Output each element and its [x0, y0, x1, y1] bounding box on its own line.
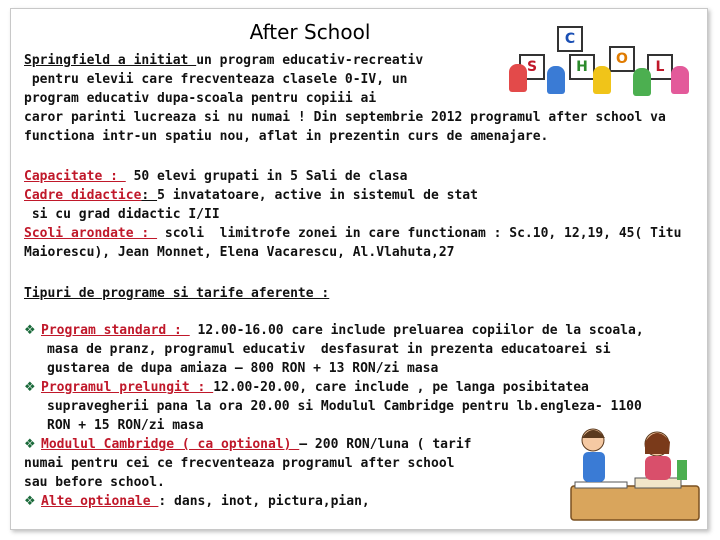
programs-heading: Tipuri de programe si tarife aferente :: [24, 286, 330, 301]
program-extended-line-3: RON + 15 RON/zi masa: [47, 418, 204, 433]
program-extended-line-1: [24, 379, 589, 397]
teacher-illustration: [565, 420, 705, 525]
logo-block-l: L: [647, 54, 673, 80]
intro-subject: Springfield a initiat: [24, 53, 197, 68]
program-optional-line-1: [24, 493, 370, 511]
logo-block-s: S: [519, 54, 545, 80]
kid-figure-icon: [633, 68, 651, 96]
program-extended-line-2: supravegherii pana la ora 20.00 si Modulul Cambridge pentru lb.engleza- 1100: [47, 399, 642, 414]
program-cambridge-label: Modulul Cambridge ( ca optional): [41, 437, 300, 452]
kid-figure-icon: [509, 64, 527, 92]
staff-line-2: si cu grad didactic I/II: [24, 207, 220, 222]
schools-label: Scoli arondate :: [24, 226, 158, 241]
logo-block-o: O: [609, 46, 635, 72]
capacity-line: [24, 168, 408, 186]
school-logo: [505, 14, 695, 94]
schools-line-2: Maiorescu), Jean Monnet, Elena Vacarescu, Al.Vlahuta,27: [24, 245, 455, 260]
program-standard-text: 12.00-16.00 care include preluarea copiilor de la scoala,: [189, 323, 644, 338]
program-standard-line-1: [24, 322, 644, 340]
schools-value: scoli limitrofe zonei in care functionam : Sc.10, 12,19, 45( Titu: [157, 226, 682, 241]
program-standard-line-3: gustarea de dupa amiaza – 800 RON + 13 RON/zi masa: [47, 361, 439, 376]
intro-line-5: functiona intr-un spatiu nou, aflat in prezentin curs de amenajare.: [24, 129, 549, 144]
intro-line-3: program educativ dupa-scoala pentru copiii ai: [24, 91, 377, 106]
program-standard-line-2: masa de pranz, programul educativ desfasurat in prezenta educatoarei si: [47, 342, 611, 357]
bullet-icon: ❖: [24, 323, 36, 338]
intro-line-1: [24, 52, 423, 70]
program-cambridge-line-3: sau before school.: [24, 475, 165, 490]
logo-block-c: C: [557, 26, 583, 52]
kid-figure-icon: [547, 66, 565, 94]
kid-figure-icon: [671, 66, 689, 94]
bullet-icon: ❖: [24, 494, 36, 509]
intro-text: un program educativ-recreativ: [196, 53, 424, 68]
program-cambridge-line-1: [24, 436, 471, 454]
intro-line-4: caror parinti lucreaza si nu numai ! Din septembrie 2012 programul after school va: [24, 110, 666, 125]
program-cambridge-text: – 200 RON/luna ( tarif: [299, 437, 472, 452]
staff-line: [24, 187, 478, 205]
staff-value: 5 invatatoare, active in sistemul de stat: [157, 188, 478, 203]
program-cambridge-line-2: numai pentru cei ce frecventeaza programul after school: [24, 456, 455, 471]
capacity-value: 50 elevi grupati in 5 Sali de clasa: [125, 169, 408, 184]
staff-colon: :: [141, 188, 158, 203]
staff-label: Cadre didactice: [24, 188, 142, 203]
logo-block-h: H: [569, 54, 595, 80]
program-optional-text: : dans, inot, pictura,pian,: [158, 494, 370, 509]
program-extended-label: Programul prelungit :: [41, 380, 214, 395]
intro-line-2: pentru elevii care frecventeaza clasele 0-IV, un: [24, 72, 408, 87]
program-optional-label: Alte optionale: [41, 494, 159, 509]
program-extended-text: 12.00-20.00, care include , pe langa posibitatea: [213, 380, 589, 395]
schools-line: [24, 225, 681, 243]
kid-figure-icon: [593, 66, 611, 94]
bullet-icon: ❖: [24, 437, 36, 452]
program-standard-label: Program standard :: [41, 323, 190, 338]
capacity-label: Capacitate :: [24, 169, 126, 184]
bullet-icon: ❖: [24, 380, 36, 395]
page-title: After School: [249, 20, 371, 44]
